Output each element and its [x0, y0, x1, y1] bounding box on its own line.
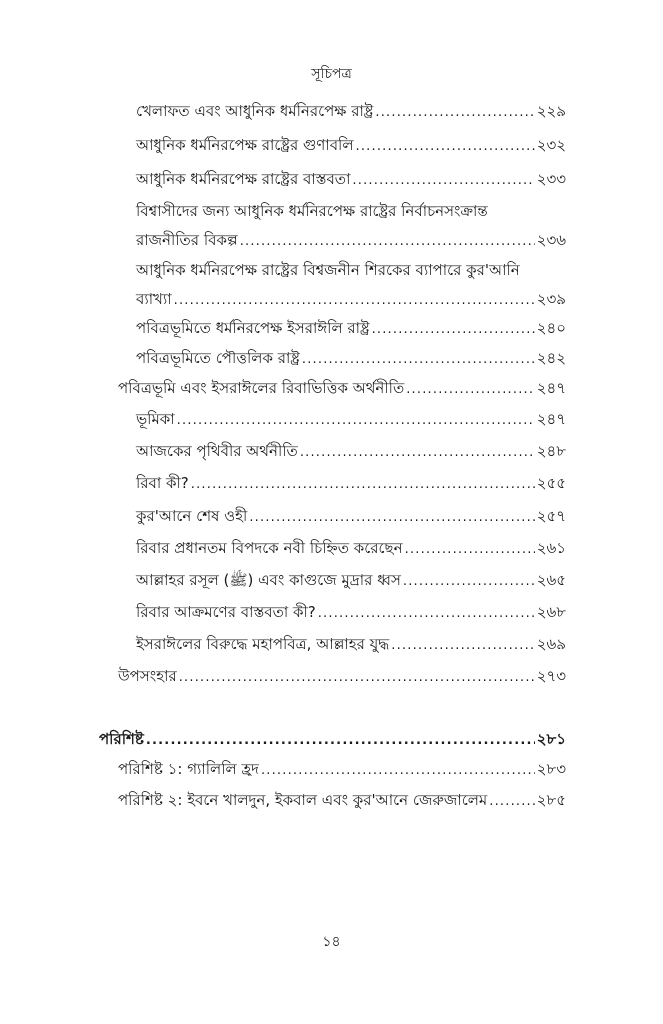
toc-entry-title: ব্যাখ্যা: [136, 290, 172, 308]
toc-entry-page: ২৬৮: [536, 603, 566, 621]
toc-entry-page: ২৬৫: [536, 571, 566, 589]
toc-entry-page: ২৪২: [536, 349, 566, 367]
toc-leader-dots: [177, 406, 535, 435]
toc-entry: [136, 97, 566, 126]
toc-entry: [136, 469, 566, 498]
toc-entry-page: ২৩৩: [536, 170, 566, 188]
toc-entry: [136, 197, 566, 255]
toc-entry-page: ২৮৩: [536, 760, 566, 778]
toc-leader-dots: [300, 438, 535, 467]
toc-entry-page: ২৮১: [536, 730, 566, 748]
toc-entry: [136, 165, 566, 194]
toc-entry-title: ভূমিকা: [136, 410, 175, 428]
toc-entry-title: রিবার আক্রমণের বাস্তবতা কী?: [136, 603, 316, 621]
toc-entry-page: ২৩২: [536, 136, 566, 154]
toc-entry-page: ২৬১: [536, 539, 566, 557]
toc-entry: [136, 566, 566, 595]
toc-leader-dots: [240, 227, 535, 256]
page-number: ১৪: [322, 934, 341, 950]
toc-entry-title-line1: [136, 256, 566, 285]
toc-entry-title: পবিত্রভূমি এবং ইসরাঈলের রিবাভিত্তিক অর্থনীতি: [118, 379, 405, 397]
toc-entry-title: পবিত্রভূমিতে ধর্মনিরপেক্ষ ইসরাঈলি রাষ্ট্র: [136, 319, 370, 337]
toc-leader-dots: [403, 567, 535, 596]
toc-entry-title: রিবা কী?: [136, 474, 189, 492]
toc-entry-page: ২৬৯: [536, 635, 566, 653]
toc-entry-title: আজকের পৃথিবীর অর্থনীতি: [136, 442, 298, 460]
toc-entry: [136, 405, 566, 434]
toc-leader-dots: [249, 503, 534, 532]
toc-entry: [136, 534, 566, 563]
toc-entry-title: রাজনীতির বিকল্প: [136, 231, 238, 249]
toc-entry: [136, 630, 566, 659]
toc-leader-dots: [191, 470, 535, 499]
toc-entry-title: রিবার প্রধানতম বিপদকে নবী চিহ্নিত করেছেন: [136, 539, 403, 557]
toc-entry-page: ২৪০: [536, 319, 566, 337]
toc-entry-title: খেলাফত এবং আধুনিক ধর্মনিরপেক্ষ রাষ্ট্র: [136, 102, 374, 120]
toc-section-entry: [118, 374, 566, 403]
toc-entry-page: ২২৯: [536, 102, 566, 120]
page-header-title: সূচিপত্র: [311, 66, 352, 82]
toc-entry: [136, 502, 566, 531]
toc-leader-dots: [179, 663, 535, 692]
toc-leader-dots: [352, 166, 534, 195]
toc-leader-dots: [302, 345, 535, 374]
toc-entry-title: উপসংহার: [118, 667, 177, 685]
toc-entry-title: পরিশিষ্ট ২: ইবনে খালদুন, ইকবাল এবং কুর'আনে জেরুজালেম: [118, 791, 488, 809]
toc-entry-page: ২৫৭: [536, 507, 566, 525]
toc-leader-dots: [489, 787, 535, 816]
toc-section-entry: [118, 755, 566, 784]
toc-leader-dots: [174, 286, 535, 315]
toc-leader-dots: [372, 315, 535, 344]
toc-entry-title-line1-text: বিশ্বাসীদের জন্য আধুনিক ধর্মনিরপেক্ষ রাষ্ট্রের নির্বাচনসংক্রান্ত: [136, 202, 488, 220]
toc-leader-dots: [405, 535, 535, 564]
toc-entry: [136, 256, 566, 314]
toc-entry: [136, 598, 566, 627]
toc-entry-title: পরিশিষ্ট ১: গ্যালিলি হ্রদ: [118, 760, 259, 778]
toc-leader-dots: [391, 631, 534, 660]
toc-entry-page: ২৭৩: [536, 667, 566, 685]
toc-entry: [136, 437, 566, 466]
toc-leader-dots: [356, 132, 535, 161]
toc-entry-page: ২৩৯: [536, 290, 566, 308]
toc-leader-dots: [318, 599, 535, 628]
toc-entry: [136, 344, 566, 373]
toc-entry-page: ২৫৫: [536, 474, 566, 492]
toc-leader-dots: [375, 98, 534, 127]
toc-leader-dots: [261, 756, 535, 785]
toc-entry-title-line1: [136, 197, 566, 226]
toc-leader-dots: [406, 375, 535, 404]
toc-entry-title: আল্লাহর রসূল (ﷺ) এবং কাগুজে মুদ্রার ধ্বস: [136, 571, 401, 589]
toc-section-entry: [118, 662, 566, 691]
toc-entry-page: ২৪৮: [536, 442, 566, 460]
toc-entry-title: আধুনিক ধর্মনিরপেক্ষ রাষ্ট্রের গুণাবলি: [136, 136, 354, 154]
toc-entry: [136, 131, 566, 160]
toc-entry-page: ২৩৬: [536, 231, 566, 249]
toc-entry-page: ২৪৭: [536, 410, 566, 428]
toc-entry: [136, 314, 566, 343]
toc-leader-dots: [146, 726, 535, 755]
toc-entry-page: ২৮৫: [536, 791, 566, 809]
toc-appendix-heading: [99, 725, 566, 754]
toc-entry-page: ২৪৭: [536, 379, 566, 397]
toc-entry-title: ইসরাঈলের বিরুদ্ধে মহাপবিত্র, আল্লাহর যুদ্ধ: [136, 635, 390, 653]
toc-entry-title: পরিশিষ্ট: [99, 730, 144, 748]
toc-entry-title: পবিত্রভূমিতে পৌত্তলিক রাষ্ট্র: [136, 349, 300, 367]
toc-entry-title: কুর'আনে শেষ ওহী: [136, 507, 248, 525]
toc-section-entry: [118, 786, 566, 815]
toc-entry-title-line1-text: আধুনিক ধর্মনিরপেক্ষ রাষ্ট্রের বিশ্বজনীন শিরকের ব্যাপারে কুর'আনি: [136, 261, 520, 279]
toc-entry-title: আধুনিক ধর্মনিরপেক্ষ রাষ্ট্রের বাস্তবতা: [136, 170, 351, 188]
